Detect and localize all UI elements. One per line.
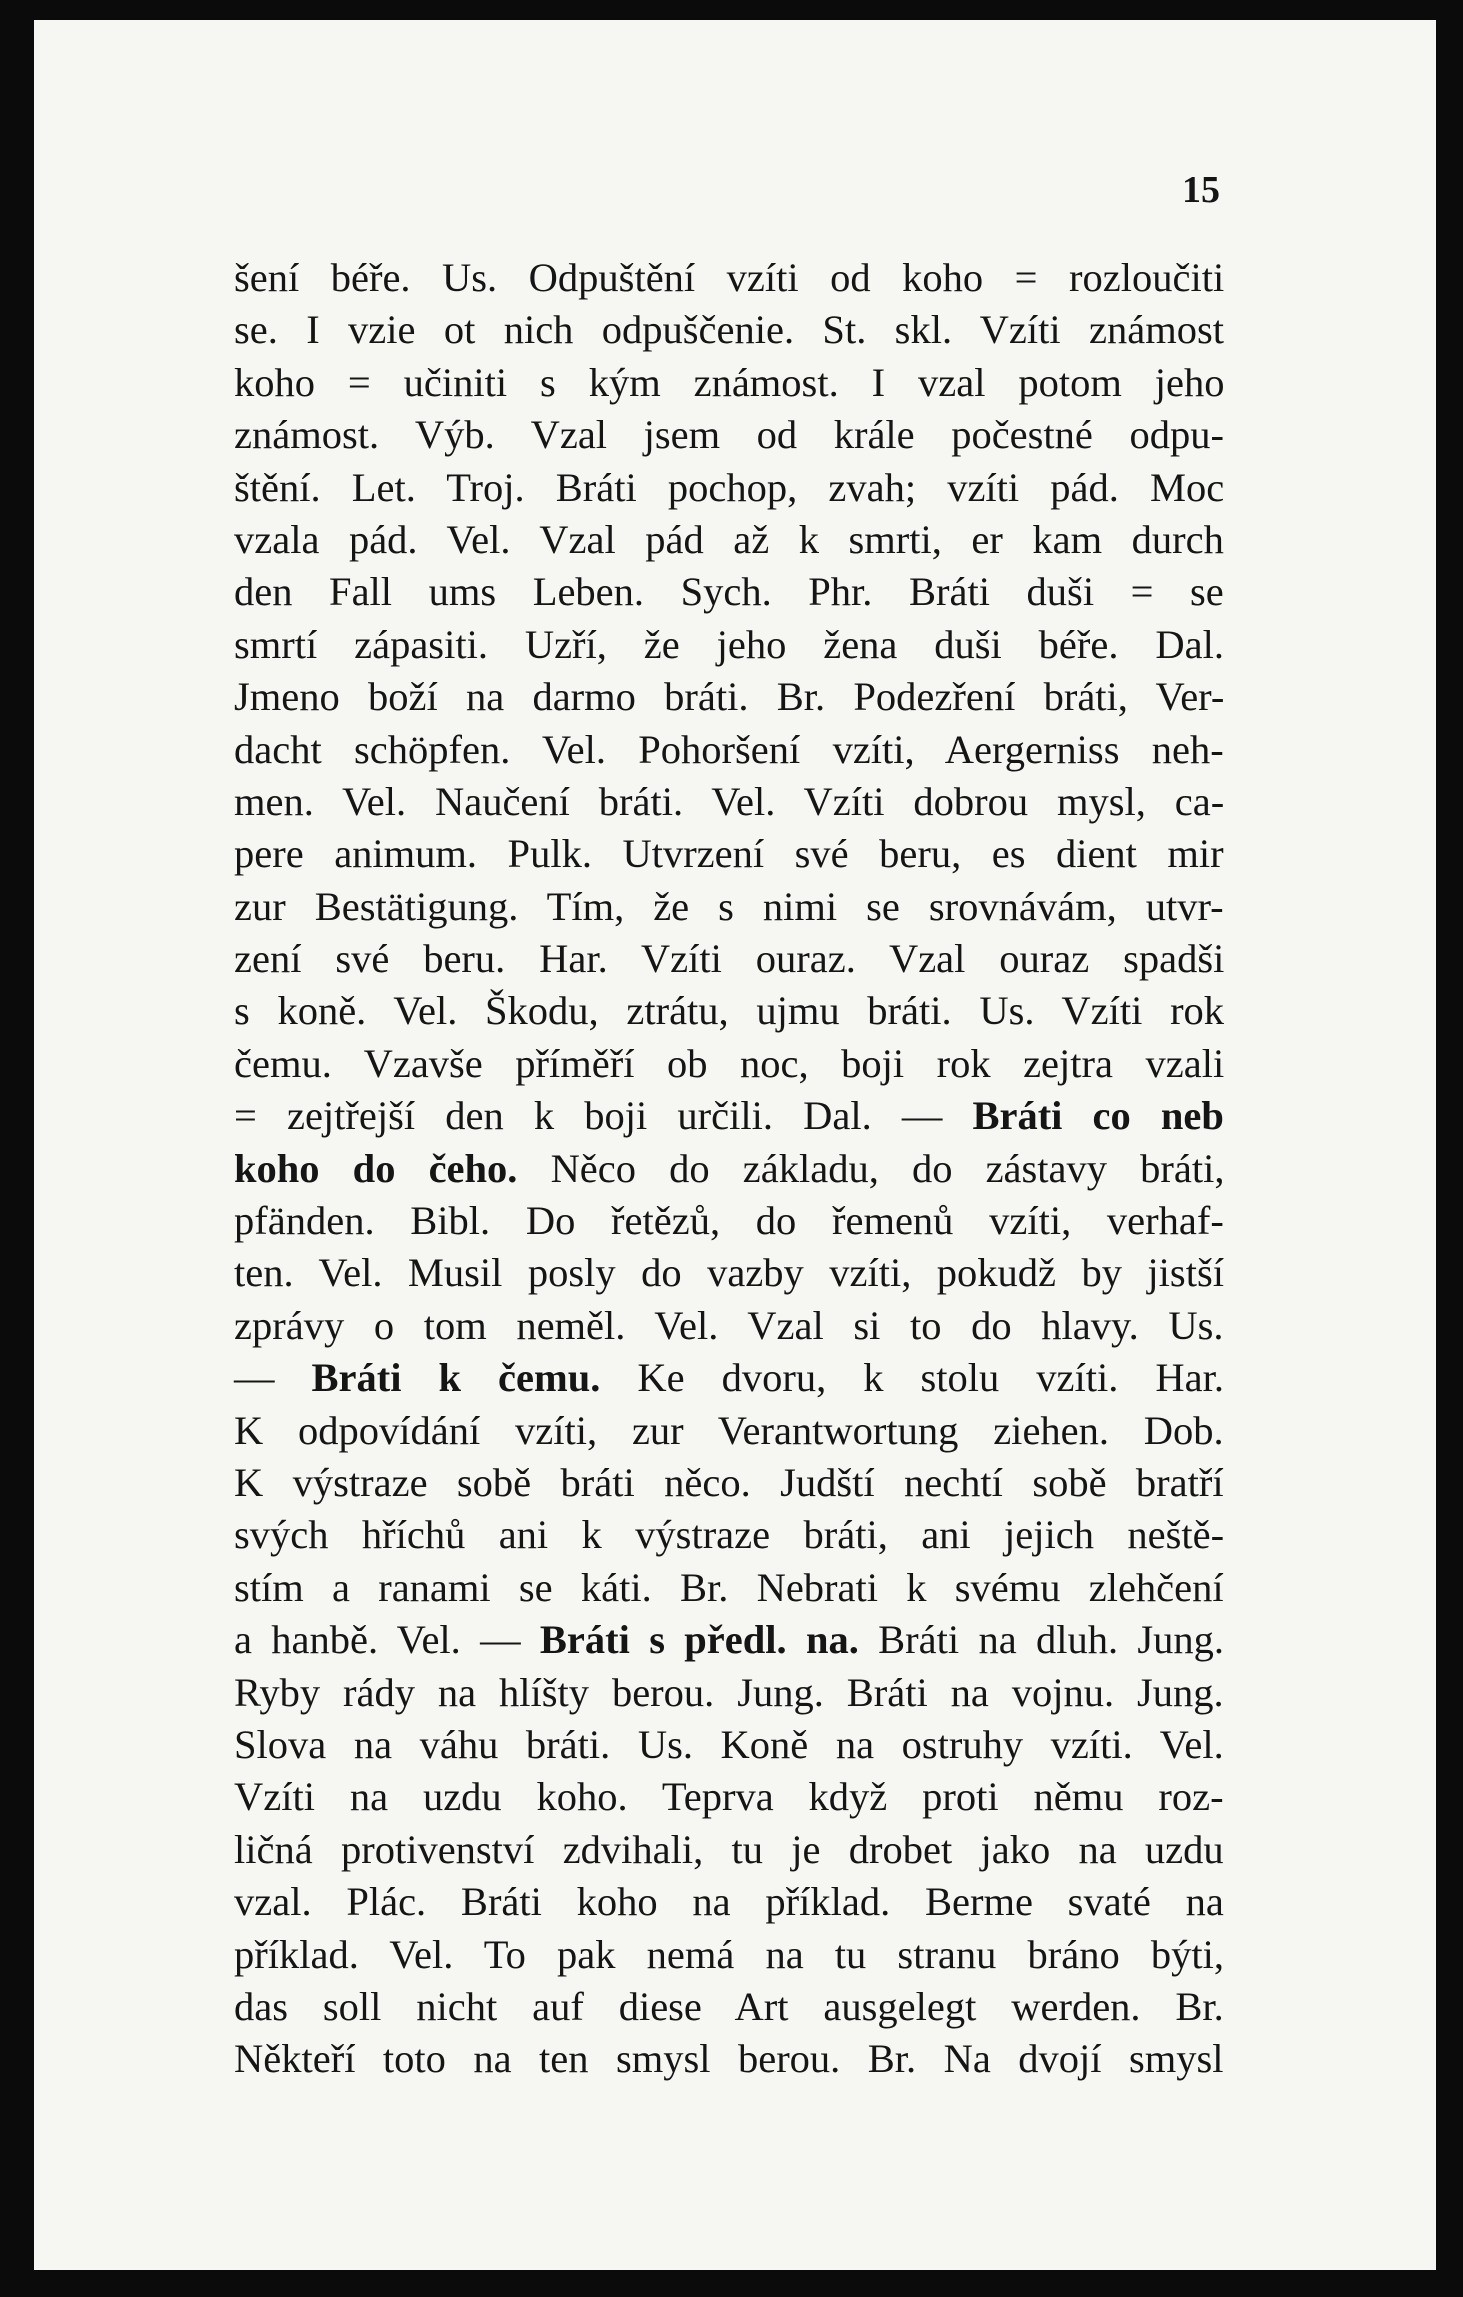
text-run: a hanbě. Vel. — [234, 1617, 540, 1663]
text-run: vzal. Plác. Bráti koho na příklad. Berme svaté na [234, 1879, 1224, 1925]
text-run: dacht schöpfen. Vel. Pohoršení vzíti, Aergerniss neh- [234, 726, 1224, 772]
text-run: smrtí zápasiti. Uzří, že jeho žena duši béře. Dal. [234, 621, 1224, 667]
text-run: Někteří toto na ten smysl berou. Br. Na dvojí smysl [234, 2036, 1224, 2082]
text-line [234, 1719, 1224, 1771]
text-run: Vzíti na uzdu koho. Teprva když proti němu roz- [234, 1774, 1224, 1820]
text-run: das soll nicht auf diese Art ausgelegt werden. Br. [234, 1983, 1224, 2029]
text-run: šení béře. Us. Odpuštění vzíti od koho = rozloučiti [234, 255, 1225, 300]
text-line [234, 1038, 1224, 1090]
text-line [234, 1457, 1224, 1509]
text-line [234, 1771, 1224, 1823]
text-run: men. Vel. Naučení bráti. Vel. Vzíti dobrou mysl, ca- [234, 778, 1225, 824]
text-run: s koně. Vel. Škodu, ztrátu, ujmu bráti. Us. Vzíti rok [234, 988, 1225, 1034]
text-run: čemu. Vzavše příměří ob noc, boji rok zejtra vzali [234, 1040, 1225, 1086]
text-line [234, 514, 1224, 566]
text-run: vzala pád. Vel. Vzal pád až k smrti, er kam durch [234, 516, 1224, 562]
text-line [234, 828, 1224, 880]
text-line [234, 1614, 1224, 1666]
body-text [234, 252, 1224, 2086]
text-run: pere animum. Pulk. Utvrzení své beru, es dient mir [234, 831, 1224, 877]
text-run: Bráti na dluh. Jung. [858, 1617, 1225, 1663]
text-line [234, 1143, 1224, 1195]
text-line [234, 1195, 1224, 1247]
text-run: svých hříchů ani k výstraze bráti, ani jejich neště- [234, 1512, 1225, 1558]
text-run: štění. Let. Troj. Bráti pochop, zvah; vzíti pád. Moc [234, 464, 1225, 510]
text-run: stím a ranami se káti. Br. Nebrati k svému zlehčení [234, 1564, 1224, 1610]
text-run: známost. Výb. Vzal jsem od krále počestné odpu- [234, 412, 1224, 458]
bold-phrase: Bráti s předl. na. [539, 1617, 859, 1663]
text-line [234, 1981, 1224, 2033]
text-line [234, 1562, 1224, 1614]
text-line [234, 671, 1224, 723]
text-line [234, 1876, 1224, 1928]
text-line [234, 252, 1224, 304]
text-run: ten. Vel. Musil posly do vazby vzíti, pokudž by jistší [234, 1250, 1224, 1296]
text-run: pfänden. Bibl. Do řetězů, do řemenů vzíti, verhaf- [234, 1198, 1224, 1244]
text-line [234, 1090, 1224, 1142]
bold-phrase: Bráti co neb [972, 1093, 1224, 1139]
text-run: se. I vzie ot nich odpuščenie. St. skl. Vzíti známost [234, 307, 1224, 353]
text-run: — [234, 1355, 312, 1401]
text-line [234, 304, 1224, 356]
text-run: zení své beru. Har. Vzíti ouraz. Vzal ouraz spadši [234, 936, 1225, 982]
text-line [234, 462, 1224, 514]
text-line [234, 933, 1224, 985]
text-line [234, 1929, 1224, 1981]
text-run: Ke dvoru, k stolu vzíti. Har. [600, 1355, 1225, 1401]
text-line [234, 1405, 1224, 1457]
bold-phrase: Bráti k čemu. [311, 1355, 601, 1401]
text-run: K odpovídání vzíti, zur Verantwortung ziehen. Dob. [234, 1407, 1224, 1453]
text-run: Ryby rády na hlíšty berou. Jung. Bráti na vojnu. Jung. [234, 1669, 1224, 1715]
text-line [234, 1352, 1224, 1404]
page-number: 15 [1182, 169, 1220, 211]
text-run: koho = učiniti s kým známost. I vzal potom jeho [234, 359, 1225, 405]
text-run: ličná protivenství zdvihali, tu je drobet jako na uzdu [234, 1826, 1224, 1872]
text-run: den Fall ums Leben. Sych. Phr. Bráti duši = se [234, 569, 1224, 615]
text-run: K výstraze sobě bráti něco. Judští nechtí sobě bratří [234, 1459, 1224, 1505]
text-line [234, 1247, 1224, 1299]
text-line [234, 724, 1224, 776]
text-line [234, 881, 1224, 933]
bold-phrase: koho do čeho. [234, 1145, 518, 1191]
text-run: příklad. Vel. To pak nemá na tu stranu bráno býti, [234, 1931, 1225, 1977]
text-line [234, 1509, 1224, 1561]
text-run: Jmeno boží na darmo bráti. Br. Podezření bráti, Ver- [234, 674, 1225, 720]
text-line [234, 1667, 1224, 1719]
text-run: zur Bestätigung. Tím, že s nimi se srovnávám, utvr- [234, 883, 1224, 929]
text-line [234, 1824, 1224, 1876]
text-line [234, 985, 1224, 1037]
text-line [234, 566, 1224, 618]
text-line [234, 1300, 1224, 1352]
text-run: Něco do základu, do zástavy bráti, [517, 1145, 1225, 1191]
text-run: Slova na váhu bráti. Us. Koně na ostruhy vzíti. Vel. [234, 1721, 1224, 1767]
text-line [234, 619, 1224, 671]
text-line [234, 2033, 1224, 2085]
text-run: = zejtřejší den k boji určili. Dal. — [234, 1093, 973, 1139]
text-line [234, 409, 1224, 461]
text-line [234, 776, 1224, 828]
text-line [234, 357, 1224, 409]
text-run: zprávy o tom neměl. Vel. Vzal si to do hlavy. Us. [234, 1302, 1224, 1348]
